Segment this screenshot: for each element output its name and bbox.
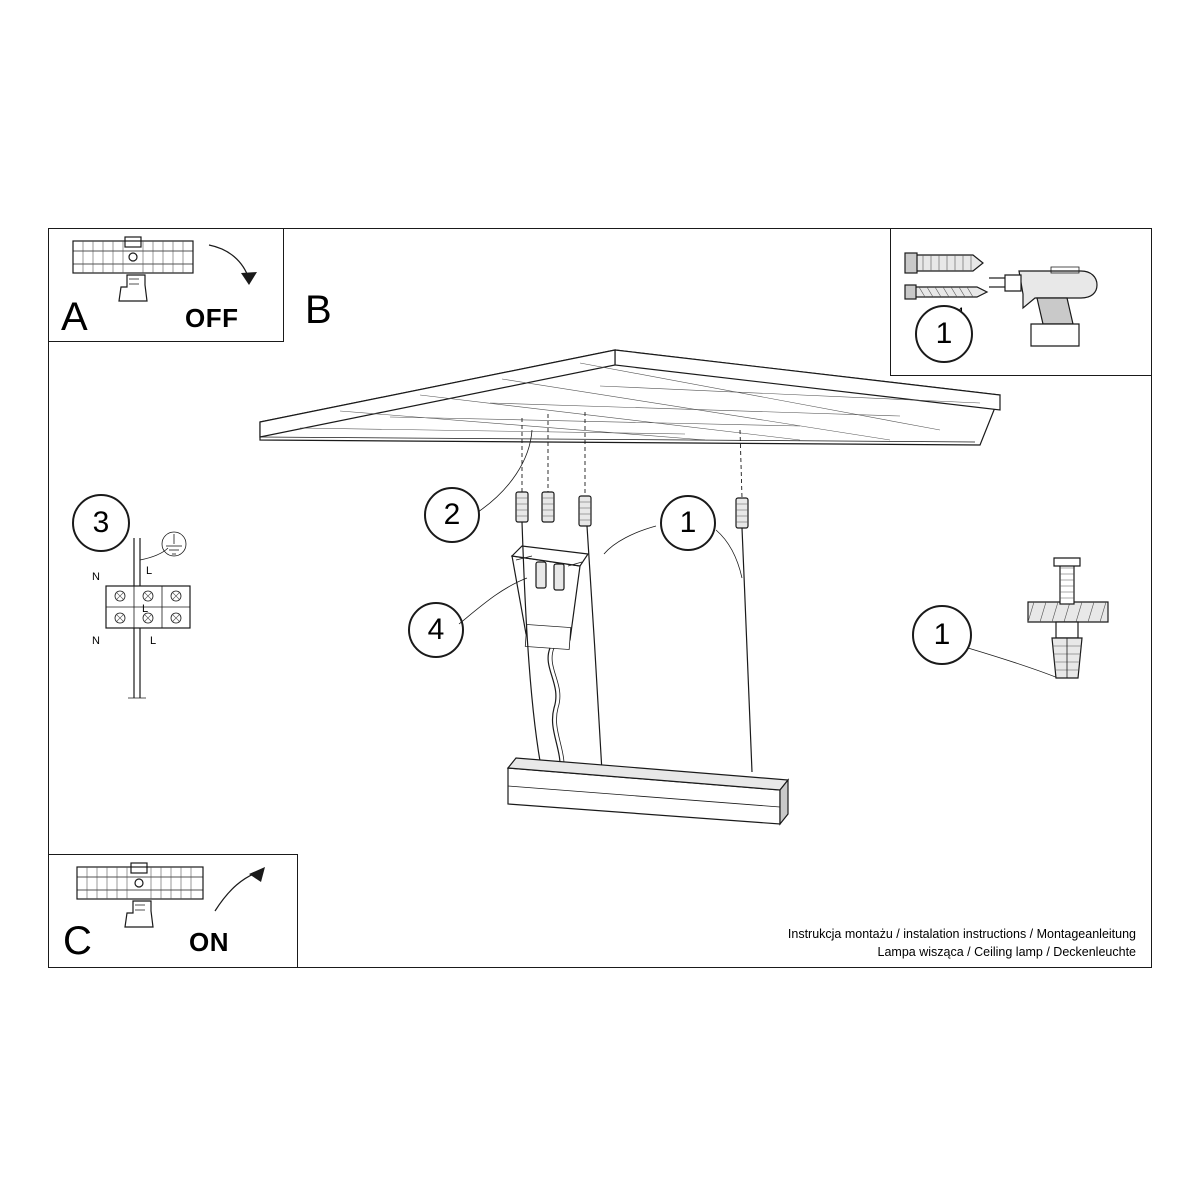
footer-caption [700, 925, 1136, 961]
callout-1-leaders [590, 520, 770, 600]
terminal-label-n-bottom: N [92, 635, 100, 647]
power-drill-icon [989, 267, 1097, 346]
terminal-label-l-top: L [146, 565, 153, 577]
panel-a [48, 228, 284, 342]
callout-4-leader [455, 566, 545, 636]
callout-step-3: 3 [72, 494, 130, 552]
callout-step-1-tools: 1 [915, 305, 973, 363]
anchor-in-ceiling-icon [1020, 556, 1120, 696]
callout-1-main: 1 [660, 495, 716, 551]
panel-a-letter: A [61, 295, 88, 339]
panel-c-letter: C [63, 919, 92, 963]
footer-line-2: Lampa wisząca / Ceiling lamp / Deckenleuchte [877, 945, 1136, 960]
wall-plug-icon [905, 253, 983, 273]
curved-arrow-up-icon [207, 865, 269, 921]
linear-lamp-body-icon [508, 758, 788, 824]
panel-c [48, 854, 298, 968]
panel-a-action-label: OFF [185, 303, 239, 333]
callout-2-leader [470, 420, 580, 520]
footer-line-1: Instrukcja montażu / instalation instructions / Montageanleitung [787, 927, 1136, 941]
terminal-label-l-mid: L [142, 603, 149, 615]
terminal-block-switch-on-icon [71, 861, 211, 933]
callout-2: 2 [424, 487, 480, 543]
panel-c-action-label: ON [189, 927, 229, 957]
terminal-label-l-bottom: L [150, 635, 157, 647]
callout-step-1-detail: 1 [912, 605, 972, 665]
callout-4: 4 [408, 602, 464, 658]
terminal-label-n-top: N [92, 571, 100, 583]
earth-ground-icon [162, 532, 186, 556]
curved-arrow-down-icon [199, 239, 259, 295]
screw-icon [905, 285, 987, 299]
panel-b-letter: B [305, 288, 332, 332]
terminal-block-wiring-icon [88, 530, 248, 730]
